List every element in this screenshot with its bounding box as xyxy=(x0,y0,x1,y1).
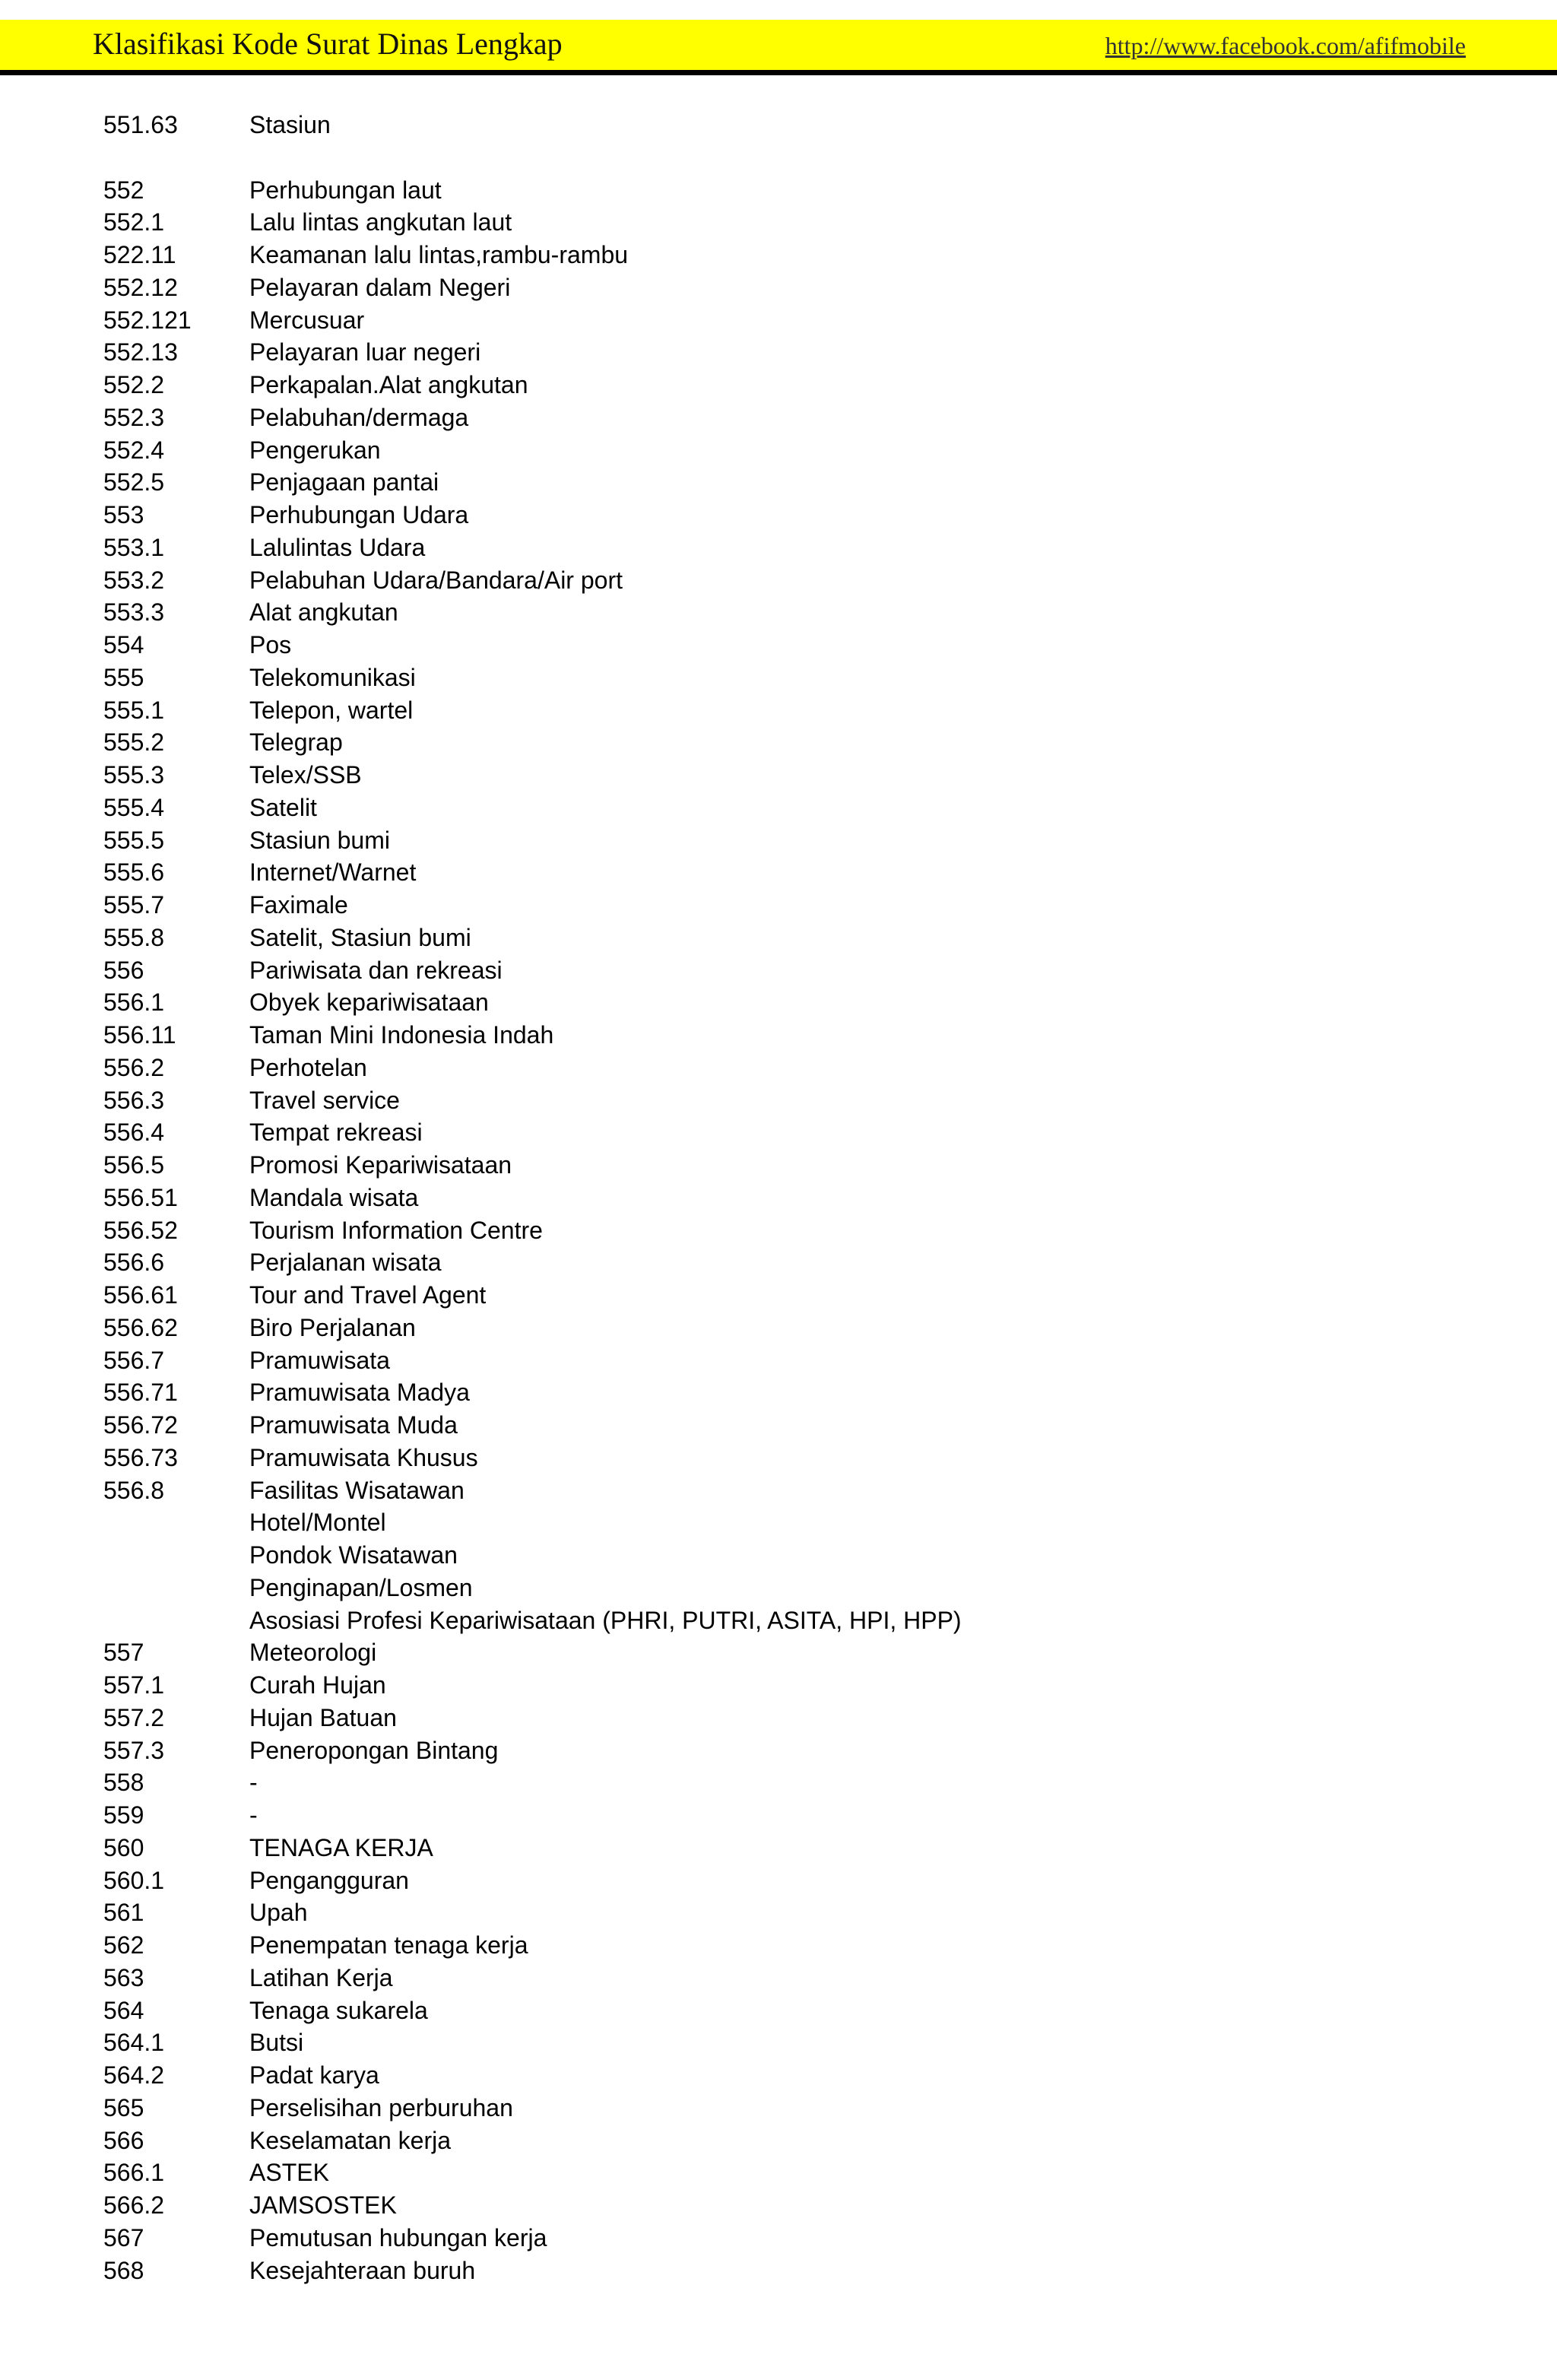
list-item xyxy=(103,206,962,239)
entry-code: 564.2 xyxy=(103,2061,165,2089)
entry-description: ASTEK xyxy=(249,2159,329,2187)
entry-code: 552.1 xyxy=(103,208,165,236)
entry-code: 553.1 xyxy=(103,533,165,561)
entry-description: Pengangguran xyxy=(249,1866,409,1894)
list-item xyxy=(103,1572,962,1604)
entry-code: 556.73 xyxy=(103,1443,178,1471)
entry-description: Tour and Travel Agent xyxy=(249,1281,487,1309)
list-item xyxy=(103,271,962,304)
list-item xyxy=(103,1994,962,2027)
entry-code: 560 xyxy=(103,1833,144,1861)
entry-code: 551.63 xyxy=(103,111,178,138)
entry-description: Promosi Kepariwisataan xyxy=(249,1151,512,1179)
entry-description: Upah xyxy=(249,1899,308,1927)
list-item xyxy=(103,824,962,857)
list-item xyxy=(103,629,962,662)
entry-description: Keamanan lalu lintas,rambu-rambu xyxy=(249,241,629,268)
list-item xyxy=(103,1052,962,1084)
list-item xyxy=(103,1832,962,1864)
entry-code: 556.51 xyxy=(103,1183,178,1211)
list-item xyxy=(103,1474,962,1507)
entry-code: 555.2 xyxy=(103,728,165,757)
entry-description: Pelabuhan/dermaga xyxy=(249,403,469,431)
list-item xyxy=(103,694,962,727)
list-item xyxy=(103,1376,962,1409)
list-item xyxy=(103,2125,962,2157)
entry-description: Telekomunikasi xyxy=(249,663,416,691)
list-item xyxy=(103,1896,962,1929)
entry-description: Perjalanan wisata xyxy=(249,1249,442,1277)
list-item xyxy=(103,662,962,694)
entry-code: 556.4 xyxy=(103,1119,165,1147)
list-item xyxy=(103,1279,962,1312)
list-item xyxy=(103,1929,962,1962)
entry-description: Telegrap xyxy=(249,728,343,757)
entry-description: Taman Mini Indonesia Indah xyxy=(249,1021,554,1049)
entry-code xyxy=(103,1604,249,1637)
entry-code: 562 xyxy=(103,1931,144,1959)
list-item xyxy=(103,1766,962,1799)
entry-code: 566.1 xyxy=(103,2159,165,2187)
list-item xyxy=(103,532,962,564)
entry-code: 556.61 xyxy=(103,1281,178,1309)
entry-code: 561 xyxy=(103,1899,144,1927)
entry-description: Padat karya xyxy=(249,2061,379,2089)
entry-description: Tempat rekreasi xyxy=(249,1119,423,1147)
facebook-link[interactable]: http://www.facebook.com/afifmobile xyxy=(1105,32,1466,59)
entry-description: Kesejahteraan buruh xyxy=(249,2256,476,2284)
entry-code: 552.4 xyxy=(103,436,165,464)
entry-code: 552.13 xyxy=(103,338,178,367)
entry-description: Keselamatan kerja xyxy=(249,2126,452,2154)
entry-description: Pengerukan xyxy=(249,436,381,464)
entry-code: 553.3 xyxy=(103,598,165,627)
entry-code: 558 xyxy=(103,1769,144,1797)
list-item xyxy=(103,922,962,954)
entry-code: 555 xyxy=(103,663,144,691)
entry-description: Faximale xyxy=(249,891,348,919)
entry-code: 556.8 xyxy=(103,1476,165,1504)
entry-description: Satelit, Stasiun bumi xyxy=(249,923,471,951)
list-item xyxy=(103,239,962,271)
entry-description: Stasiun xyxy=(249,111,331,138)
entry-code xyxy=(103,1572,249,1604)
list-item xyxy=(103,1604,962,1637)
list-item xyxy=(103,1182,962,1214)
list-item xyxy=(103,1214,962,1247)
list-item xyxy=(103,889,962,922)
list-item xyxy=(103,1636,962,1669)
entry-code: 566.2 xyxy=(103,2191,165,2219)
entry-description: Penempatan tenaga kerja xyxy=(249,1931,528,1959)
list-item xyxy=(103,434,962,467)
list-item xyxy=(103,2156,962,2189)
entry-description: Tourism Information Centre xyxy=(249,1216,543,1244)
entry-description: Pelayaran luar negeri xyxy=(249,338,481,367)
entry-description: Telex/SSB xyxy=(249,761,362,789)
entry-description: Perhubungan laut xyxy=(249,176,442,204)
entry-description: Fasilitas Wisatawan xyxy=(249,1476,465,1504)
entry-code: 522.11 xyxy=(103,241,176,268)
entry-code: 553 xyxy=(103,501,144,528)
list-item xyxy=(103,1344,962,1377)
entry-description: Telepon, wartel xyxy=(249,696,414,724)
entry-description: - xyxy=(249,1769,258,1797)
entry-code: 556.71 xyxy=(103,1379,178,1407)
entry-code: 555.6 xyxy=(103,858,165,887)
list-item xyxy=(103,596,962,629)
entry-description: Penginapan/Losmen xyxy=(249,1573,473,1601)
entry-code xyxy=(103,1506,249,1539)
list-item xyxy=(103,2189,962,2222)
entry-code: 556.11 xyxy=(103,1021,176,1049)
list-item xyxy=(103,954,962,987)
list-item xyxy=(103,1442,962,1474)
list-item xyxy=(103,726,962,759)
list-item xyxy=(103,1962,962,1994)
entry-code: 556.72 xyxy=(103,1411,178,1439)
entry-code: 567 xyxy=(103,2223,144,2251)
entry-code: 555.7 xyxy=(103,891,165,919)
entry-description: Lalu lintas angkutan laut xyxy=(249,208,512,236)
entry-description: Pramuwisata Madya xyxy=(249,1379,470,1407)
entry-description: Pramuwisata xyxy=(249,1346,390,1374)
entry-code: 556.7 xyxy=(103,1346,165,1374)
entry-code: 565 xyxy=(103,2093,144,2121)
entry-code: 552 xyxy=(103,176,144,204)
entry-code: 557 xyxy=(103,1639,144,1667)
entry-code: 552.12 xyxy=(103,273,178,301)
entry-description: Obyek kepariwisataan xyxy=(249,988,489,1017)
entry-description: TENAGA KERJA xyxy=(249,1833,433,1861)
entry-description: Tenaga sukarela xyxy=(249,1996,428,2024)
list-item xyxy=(103,1702,962,1734)
list-item xyxy=(103,1409,962,1442)
entry-description: Peneropongan Bintang xyxy=(249,1736,499,1764)
list-item xyxy=(103,1312,962,1344)
entry-description: Pramuwisata Khusus xyxy=(249,1443,478,1471)
entry-code: 555.1 xyxy=(103,696,165,724)
entry-description: Curah Hujan xyxy=(249,1671,386,1699)
list-item xyxy=(103,759,962,792)
list-item xyxy=(103,1116,962,1149)
entry-code: 552.5 xyxy=(103,468,165,497)
entry-description: Hotel/Montel xyxy=(249,1509,386,1537)
list-item xyxy=(103,792,962,824)
entry-description: Perkapalan.Alat angkutan xyxy=(249,371,528,398)
list-item xyxy=(103,109,962,141)
entry-description: Pemutusan hubungan kerja xyxy=(249,2223,547,2251)
entry-description: Asosiasi Profesi Kepariwisataan (PHRI, PUTRI, ASITA, HPI, HPP) xyxy=(249,1606,962,1634)
list-item xyxy=(103,1149,962,1182)
list-item xyxy=(103,1799,962,1832)
list-item xyxy=(103,2222,962,2255)
entry-description: Stasiun bumi xyxy=(249,826,390,854)
list-item xyxy=(103,2059,962,2092)
entry-code: 556.52 xyxy=(103,1216,178,1244)
entry-code: 556.6 xyxy=(103,1249,165,1277)
entry-description: Meteorologi xyxy=(249,1639,377,1667)
list-item xyxy=(103,369,962,401)
entry-description: Pondok Wisatawan xyxy=(249,1541,458,1569)
entry-description: Alat angkutan xyxy=(249,598,398,627)
list-item xyxy=(103,1019,962,1052)
list-item xyxy=(103,1506,962,1539)
entry-code: 563 xyxy=(103,1963,144,1991)
list-item xyxy=(103,2092,962,2125)
entry-description: Satelit xyxy=(249,793,317,821)
entry-description: Perselisihan perburuhan xyxy=(249,2093,513,2121)
entry-code: 556 xyxy=(103,956,144,984)
list-item xyxy=(103,1669,962,1702)
list-item xyxy=(103,174,962,207)
entry-code: 557.1 xyxy=(103,1671,165,1699)
list-item xyxy=(103,856,962,889)
entry-description: Latihan Kerja xyxy=(249,1963,393,1991)
entry-code: 552.3 xyxy=(103,403,165,431)
code-list xyxy=(103,109,962,2286)
entry-description: Pariwisata dan rekreasi xyxy=(249,956,503,984)
entry-description: Perhotelan xyxy=(249,1053,367,1081)
entry-code: 554 xyxy=(103,631,144,658)
page-title: Klasifikasi Kode Surat Dinas Lengkap xyxy=(93,27,563,61)
list-item xyxy=(103,336,962,369)
entry-description: Pramuwisata Muda xyxy=(249,1411,458,1439)
entry-code: 552.121 xyxy=(103,306,192,334)
entry-code: 557.3 xyxy=(103,1736,165,1764)
list-item xyxy=(103,2255,962,2287)
entry-code: 557.2 xyxy=(103,1703,165,1731)
list-item xyxy=(103,986,962,1019)
list-item xyxy=(103,564,962,597)
entry-description: Pelayaran dalam Negeri xyxy=(249,273,511,301)
entry-description: Butsi xyxy=(249,2029,304,2057)
entry-code: 564 xyxy=(103,1996,144,2024)
entry-description: Mandala wisata xyxy=(249,1183,419,1211)
list-item xyxy=(103,499,962,532)
entry-code: 556.2 xyxy=(103,1053,165,1081)
entry-code: 556.62 xyxy=(103,1313,178,1341)
entry-description: Biro Perjalanan xyxy=(249,1313,416,1341)
list-item xyxy=(103,1539,962,1572)
entry-description: Internet/Warnet xyxy=(249,858,417,887)
entry-code: 553.2 xyxy=(103,566,165,594)
entry-description: Penjagaan pantai xyxy=(249,468,439,497)
list-item xyxy=(103,1864,962,1897)
list-item xyxy=(103,466,962,499)
entry-code: 555.8 xyxy=(103,923,165,951)
entry-code: 559 xyxy=(103,1801,144,1829)
entry-code: 556.1 xyxy=(103,988,165,1017)
entry-description: Travel service xyxy=(249,1086,400,1114)
entry-description: JAMSOSTEK xyxy=(249,2191,397,2219)
list-item xyxy=(103,2026,962,2059)
entry-code: 568 xyxy=(103,2256,144,2284)
entry-description: Mercusuar xyxy=(249,306,365,334)
entry-code: 555.4 xyxy=(103,793,165,821)
entry-code: 560.1 xyxy=(103,1866,165,1894)
entry-description: Hujan Batuan xyxy=(249,1703,397,1731)
entry-code: 556.3 xyxy=(103,1086,165,1114)
entry-description: Perhubungan Udara xyxy=(249,501,469,528)
entry-code: 552.2 xyxy=(103,371,165,398)
entry-code xyxy=(103,1539,249,1572)
list-item xyxy=(103,401,962,434)
entry-code: 556.5 xyxy=(103,1151,165,1179)
list-item xyxy=(103,1734,962,1767)
entry-code: 555.3 xyxy=(103,761,165,789)
list-item xyxy=(103,304,962,337)
entry-description: Pelabuhan Udara/Bandara/Air port xyxy=(249,566,623,594)
entry-code: 564.1 xyxy=(103,2029,165,2057)
list-item xyxy=(103,1246,962,1279)
entry-description: Lalulintas Udara xyxy=(249,533,426,561)
entry-code: 555.5 xyxy=(103,826,165,854)
entry-description: Pos xyxy=(249,631,292,658)
entry-description: - xyxy=(249,1801,258,1829)
entry-code: 566 xyxy=(103,2126,144,2154)
list-item xyxy=(103,1084,962,1117)
header-bar xyxy=(0,20,1557,75)
